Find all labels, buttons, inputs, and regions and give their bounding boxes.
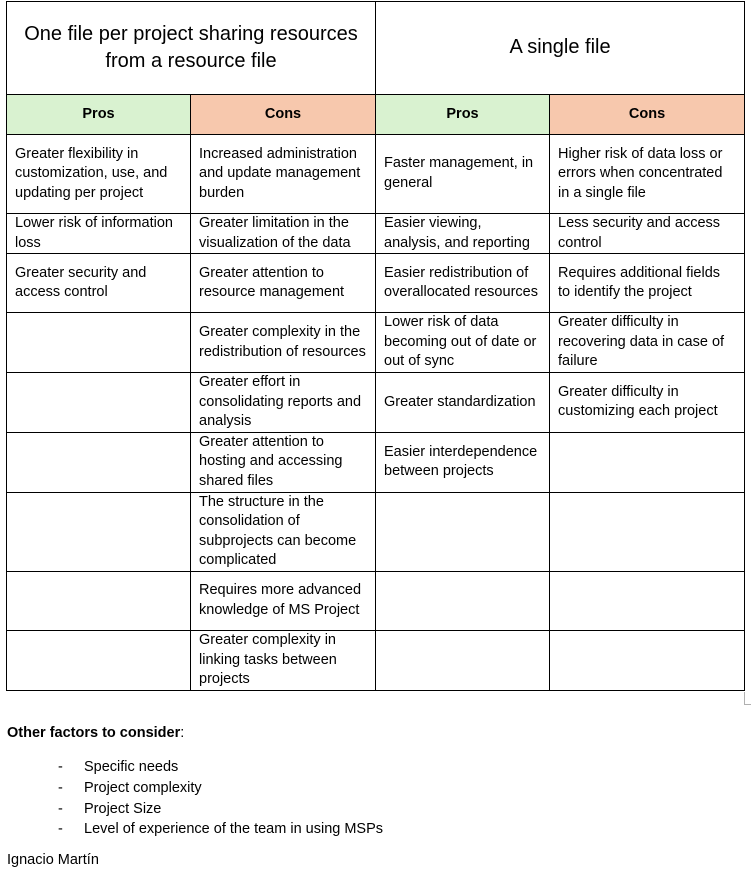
other-factors-title — [7, 724, 184, 743]
table-cell: Greater complexity in linking tasks between projects — [191, 630, 376, 690]
other-factors-list — [0, 757, 383, 840]
table-cell: Greater difficulty in recovering data in case of failure — [550, 313, 745, 373]
table-cell: Easier redistribution of overallocated resources — [376, 254, 550, 313]
table-row — [7, 571, 745, 630]
table-cell: Greater attention to hosting and accessing shared files — [191, 432, 376, 492]
table-cell: Less security and access control — [550, 214, 745, 254]
table-subheader-row — [7, 95, 745, 135]
bullet-dash: - — [58, 779, 63, 796]
table-cell: Greater limitation in the visualization of the data — [191, 214, 376, 254]
table-row — [7, 432, 745, 492]
table-row — [7, 313, 745, 373]
table-cell — [7, 313, 191, 373]
list-item-text: Project Size — [84, 800, 162, 817]
table-cell: Requires additional fields to identify the project — [550, 254, 745, 313]
list-item-text: Specific needs — [84, 759, 179, 775]
list-item-text: Project complexity — [84, 779, 202, 796]
list-item — [0, 757, 383, 778]
list-item — [0, 799, 383, 820]
comparison-table — [6, 1, 745, 691]
table-cell: Lower risk of data becoming out of date or out of sync — [376, 313, 550, 373]
header-single-file: A single file — [376, 2, 745, 95]
list-item-text: Level of experience of the team in using MSPs — [84, 821, 384, 838]
table-row — [7, 254, 745, 313]
table-cell: Easier interdependence between projects — [376, 432, 550, 492]
bullet-dash: - — [58, 800, 63, 817]
other-factors-colon: : — [180, 725, 185, 741]
header-multi-file: One file per project sharing resources from a resource file — [7, 2, 376, 95]
table-cell: Requires more advanced knowledge of MS Project — [191, 571, 376, 630]
table-cell — [376, 571, 550, 630]
table-cell: Greater attention to resource management — [191, 254, 376, 313]
subheader-multi-pros: Pros — [7, 95, 191, 135]
list-item — [0, 778, 383, 799]
table-cell: Lower risk of information loss — [7, 214, 191, 254]
table-cell — [550, 492, 745, 571]
table-cell — [7, 432, 191, 492]
subheader-single-pros: Pros — [376, 95, 550, 135]
other-factors-heading: Other factors to consider — [7, 725, 181, 741]
table-cell: Greater effort in consolidating reports and analysis — [191, 372, 376, 432]
table-cell: Easier viewing, analysis, and reporting — [376, 214, 550, 254]
table-cell — [376, 492, 550, 571]
table-row — [7, 214, 745, 254]
table-row — [7, 372, 745, 432]
author-name: Ignacio Martín — [7, 852, 99, 868]
table-cell: Increased administration and update management burden — [191, 135, 376, 214]
table-resize-handle — [744, 692, 751, 705]
table-cell: Higher risk of data loss or errors when concentrated in a single file — [550, 135, 745, 214]
table-cell — [550, 571, 745, 630]
table-cell: Greater difficulty in customizing each project — [550, 372, 745, 432]
table-cell — [7, 630, 191, 690]
table-cell — [550, 432, 745, 492]
table-cell — [7, 571, 191, 630]
table-cell: Greater flexibility in customization, use, and updating per project — [7, 135, 191, 214]
table-title-row — [7, 2, 745, 95]
bullet-dash: - — [58, 821, 63, 838]
table-cell — [7, 492, 191, 571]
table-cell: Greater standardization — [376, 372, 550, 432]
bullet-dash: - — [58, 759, 63, 775]
table-cell: The structure in the consolidation of subprojects can become complicated — [191, 492, 376, 571]
table-cell — [376, 630, 550, 690]
table-cell: Greater complexity in the redistribution of resources — [191, 313, 376, 373]
table-row — [7, 135, 745, 214]
table-cell — [550, 630, 745, 690]
table-cell: Greater security and access control — [7, 254, 191, 313]
list-item — [0, 819, 383, 840]
subheader-multi-cons: Cons — [191, 95, 376, 135]
subheader-single-cons: Cons — [550, 95, 745, 135]
table-row — [7, 492, 745, 571]
table-cell: Faster management, in general — [376, 135, 550, 214]
table-row — [7, 630, 745, 690]
table-cell — [7, 372, 191, 432]
